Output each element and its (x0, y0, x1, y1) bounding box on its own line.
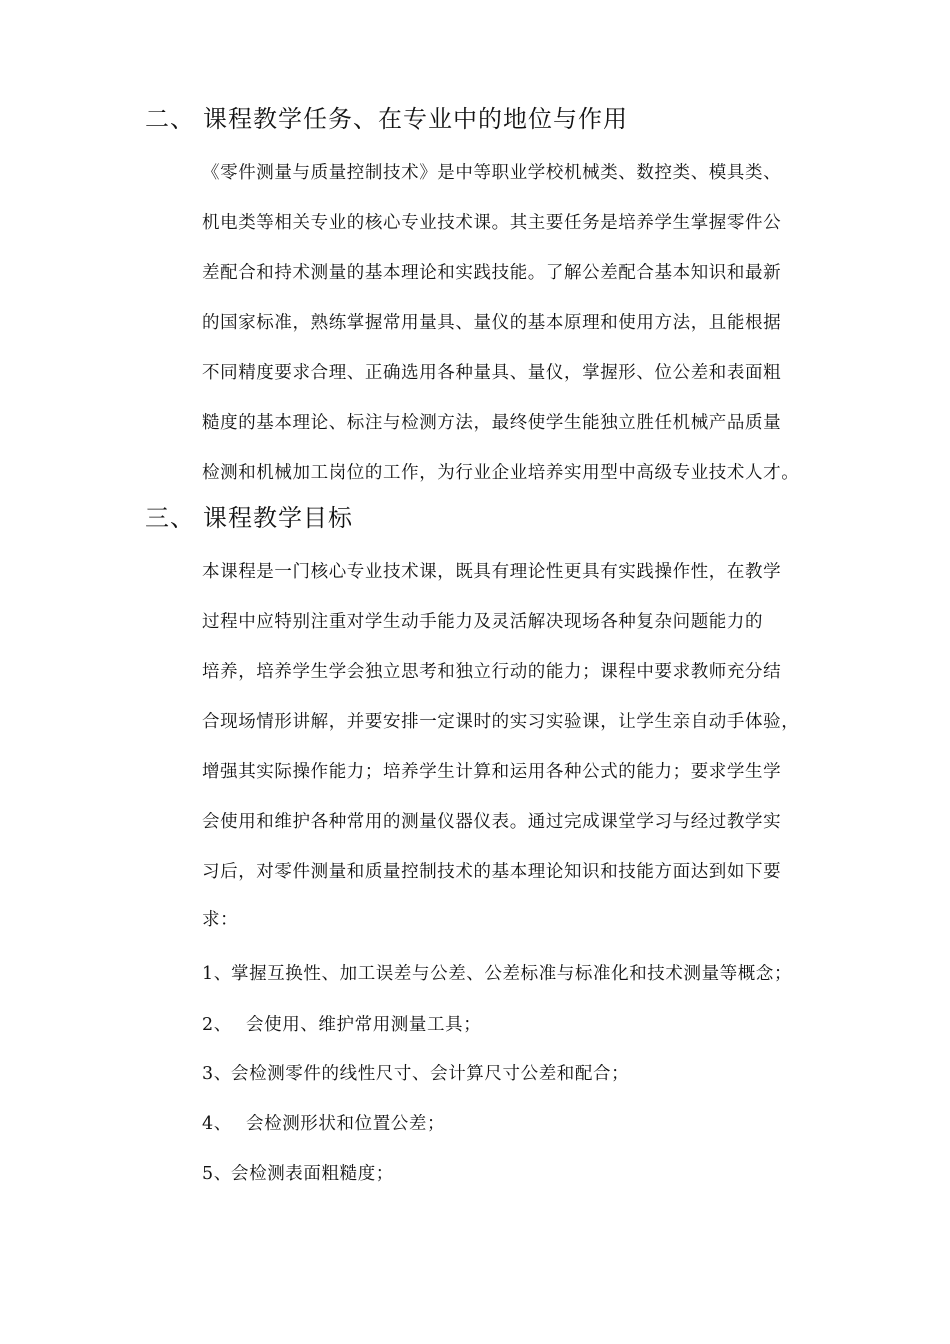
section-2-line: 机电类等相关专业的核心专业技术课。其主要任务是培养学生掌握零件公 (202, 213, 782, 233)
section-2-line: 的国家标准，熟练掌握常用量具、量仪的基本原理和使用方法，且能根据 (202, 313, 782, 333)
section-3-line: 合现场情形讲解，并要安排一定课时的实习实验课，让学生亲自动手体验， (202, 712, 800, 732)
section-3-line: 过程中应特别注重对学生动手能力及灵活解决现场各种复杂问题能力的 (202, 612, 764, 632)
section-3-line: 会使用和维护各种常用的测量仪器仪表。通过完成课堂学习与经过教学实 (202, 812, 782, 832)
section-3-title: 课程教学目标 (203, 504, 353, 532)
list-item-text: 会使用、维护常用测量工具； (246, 1015, 482, 1035)
list-item-text: 会检测形状和位置公差； (246, 1114, 446, 1134)
list-item-number: 1、 (202, 964, 232, 984)
section-3-line: 习后，对零件测量和质量控制技术的基本理论知识和技能方面达到如下要 (202, 862, 782, 882)
section-2-number: 二、 (145, 105, 195, 133)
section-3-heading (145, 498, 353, 533)
list-item-number: 4、 (202, 1114, 232, 1134)
section-2-line: 不同精度要求合理、正确选用各种量具、量仪，掌握形、位公差和表面粗 (202, 363, 782, 383)
list-item (202, 1060, 629, 1085)
section-2-line: 差配合和持术测量的基本理论和实践技能。了解公差配合基本知识和最新 (202, 263, 782, 283)
list-item (202, 1110, 445, 1135)
section-2-title: 课程教学任务、在专业中的地位与作用 (203, 105, 628, 133)
list-item-number: 2、 (202, 1015, 232, 1035)
section-3-line: 求： (202, 910, 239, 930)
section-3-line: 增强其实际操作能力；培养学生计算和运用各种公式的能力；要求学生学 (202, 762, 782, 782)
section-2-line: 《零件测量与质量控制技术》是中等职业学校机械类、数控类、模具类、 (202, 163, 782, 183)
list-item-text: 掌握互换性、加工误差与公差、公差标准与标准化和技术测量等概念； (231, 964, 793, 984)
section-3-line: 本课程是一门核心专业技术课，既具有理论性更具有实践操作性，在教学 (202, 562, 782, 582)
section-2-line: 检测和机械加工岗位的工作，为行业企业培养实用型中高级专业技术人才。 (202, 463, 800, 483)
section-3-number: 三、 (145, 504, 195, 532)
list-item-text: 会检测表面粗糙度； (231, 1164, 394, 1184)
list-item-text: 会检测零件的线性尺寸、会计算尺寸公差和配合； (231, 1064, 630, 1084)
section-2-heading (145, 99, 628, 134)
list-item (202, 1160, 394, 1185)
list-item-number: 3、 (202, 1064, 232, 1084)
list-item (202, 1011, 481, 1036)
list-item (202, 960, 792, 985)
section-2-line: 糙度的基本理论、标注与检测方法，最终使学生能独立胜任机械产品质量 (202, 413, 782, 433)
list-item-number: 5、 (202, 1164, 232, 1184)
section-3-line: 培养，培养学生学会独立思考和独立行动的能力；课程中要求教师充分结 (202, 662, 782, 682)
